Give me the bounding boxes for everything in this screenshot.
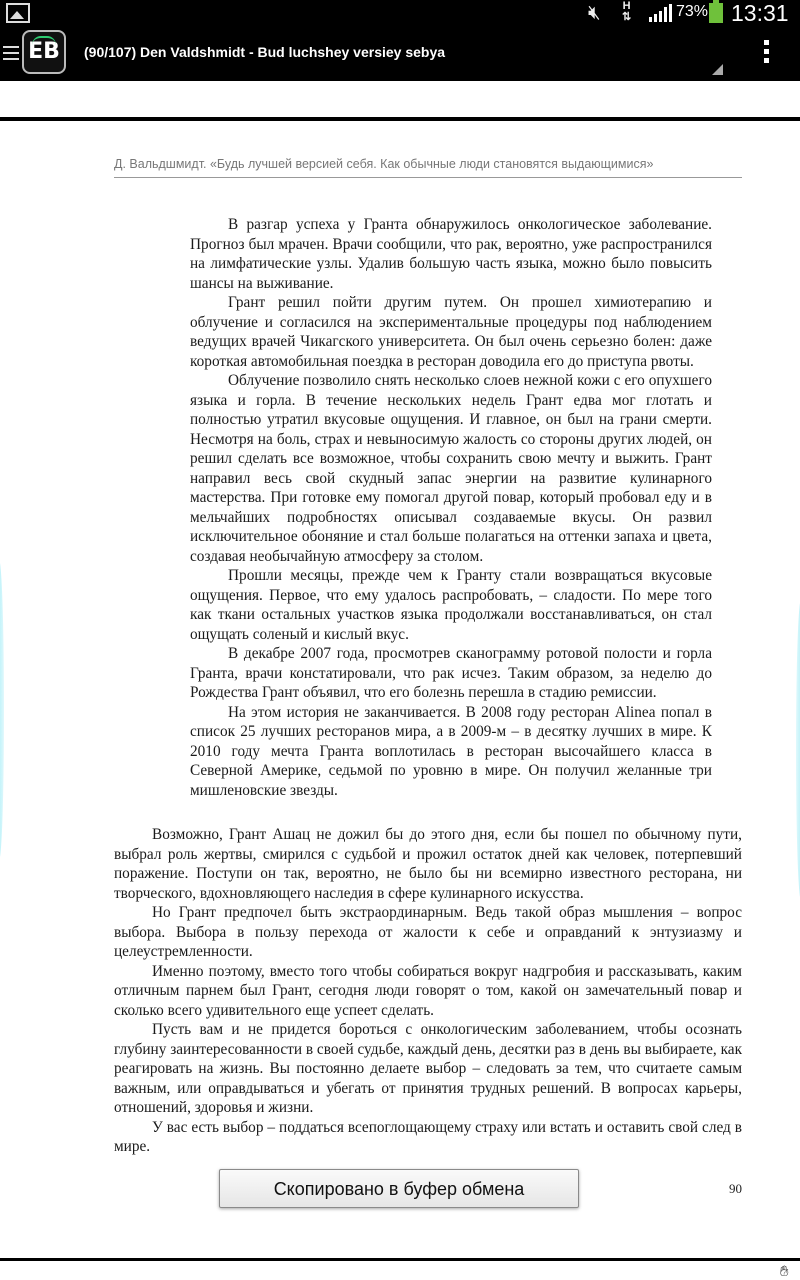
paragraph: У вас есть выбор – поддаться всепоглощающему страху или встать и оставить свой след в мире. <box>114 1118 742 1155</box>
hspa-network-icon: H ⇅ <box>622 0 632 23</box>
page-bottom-border <box>0 1258 800 1261</box>
left-edge-glow <box>0 560 4 860</box>
clock: 13:31 <box>731 0 789 26</box>
paragraph: Прошли месяцы, прежде чем к Гранту стали возвращаться вкусовые ощущения. Первое, что ему удалось распробовать, – сладости. По мере того как ткани остальных участков языка продолжали восстанавливаться, он стал ощущать соленый и кислый вкус. <box>190 567 712 643</box>
signal-icon <box>648 4 672 22</box>
paragraph: На этом история не заканчивается. В 2008 году ресторан Alinea попал в список 25 лучших ресторанов мира, а в 2009-м – в десятку лучших в мире. К 2010 году мечта Гранта воплотилась в ресторан высочайшего класса в Северной Америке, седьмой по уровню в мире. Он получил желанные три мишленовские звезды. <box>190 703 712 799</box>
page-number: 90 <box>729 1181 742 1196</box>
page-top-border <box>0 117 800 121</box>
paragraph: Именно поэтому, вместо того чтобы собираться вокруг надгробия и рассказывать, каким отличным парнем был Грант, сегодня люди говорят о том, какой он замечательный повар и сколько всего удивительного еще успеет сделать. <box>114 962 742 1019</box>
network-letter: H <box>622 0 631 12</box>
body-text-block <box>114 825 742 1157</box>
gallery-icon <box>6 3 30 23</box>
book-title: (90/107) Den Valdshmidt - Bud luchshey versiey sebya <box>84 44 446 60</box>
app-logo[interactable]: EB <box>22 30 66 74</box>
overflow-menu-icon[interactable] <box>764 40 770 67</box>
status-bar <box>0 0 800 26</box>
quoted-text-block <box>190 215 712 800</box>
paragraph: В разгар успеха у Гранта обнаружилось онкологическое заболевание. Прогноз был мрачен. Врачи сообщили, что рак, вероятно, уже распространился на лимфатические узлы. Удалив большую часть языка, можно было повысить шансы на выживание. <box>190 216 712 292</box>
paragraph: Облучение позволило снять несколько слоев нежной кожи с его опухшего языка и горла. В течение нескольких недель Грант едва мог глотать и полностью утратил вкусовые ощущения. И главное, он был на грани смерти. Несмотря на боль, страх и невыносимую жалость со стороны других людей, он решил сделать все возможное, чтобы сохранить свою мечту и выжить. Грант направил весь свой скудный запас энергии на развитие кулинарного мастерства. При готовке ему помогал другой повар, который пробовал еду и в мельчайших подробностях описывал создаваемые вкусы. Он развил исключительное обоняние и стал больше полагаться на оттенки запаха и цвета, создавая необычайную атмосферу за столом. <box>190 372 712 565</box>
hand-pan-icon[interactable]: ✋︎ <box>780 1262 789 1280</box>
running-header: Д. Вальдшмидт. «Будь лучшей версией себя. Как обычные люди становятся выдающимися» <box>114 157 654 171</box>
paragraph: Но Грант предпочел быть экстраординарным. Ведь такой образ мышления – вопрос выбора. Выбора в пользу перехода от жалости к себе и оправданий к энтузиазму и целеустремленности. <box>114 904 742 960</box>
paragraph: Возможно, Грант Ашац не дожил бы до этого дня, если бы пошел по обычному пути, выбрал роль жертвы, смирился с судьбой и прожил остаток дней как человек, потерпевший поражение. Поступи он так, вероятно, не было бы ни всемирно известного ресторана, ни творческого, вдохновляющего наследия в сфере кулинарного искусства. <box>114 826 742 902</box>
mute-icon: 🔇︎ <box>588 2 601 24</box>
header-divider <box>114 177 742 178</box>
battery-icon <box>709 3 723 23</box>
battery-percent: 73% <box>676 3 709 20</box>
dropdown-indicator-icon <box>712 64 723 75</box>
copied-toast: Скопировано в буфер обмена <box>219 1169 579 1208</box>
paragraph: Пусть вам и не придется бороться с онкологическим заболеванием, чтобы осознать глубину заинтересованности в своей судьбе, каждый день, десятки раз в день вы выбираете, как реагировать на жизнь. Вы постоянно делаете выбор – следовать за тем, что считаете самым важным, или оправдываться и убегать от принятия трудных решений. В вопросах карьеры, отношений, здоровья и жизни. <box>114 1021 742 1116</box>
app-bar <box>0 26 800 81</box>
right-edge-glow <box>796 600 800 900</box>
paragraph: Грант решил пойти другим путем. Он прошел химиотерапию и облучение и согласился на экспериментальные процедуры под наблюдением ведущих врачей Чикагского университета. Он был очень серьезно болен: даже короткая автомобильная поездка в ресторан доводила его до приступа рвоты. <box>190 294 712 370</box>
hamburger-menu-icon[interactable] <box>3 46 19 64</box>
paragraph: В декабре 2007 года, просмотрев сканограмму ротовой полости и горла Гранта, врачи констатировали, что рак исчез. Таким образом, за неделю до Рождества Грант объявил, что его болезнь перешла в стадию ремиссии. <box>190 645 712 701</box>
